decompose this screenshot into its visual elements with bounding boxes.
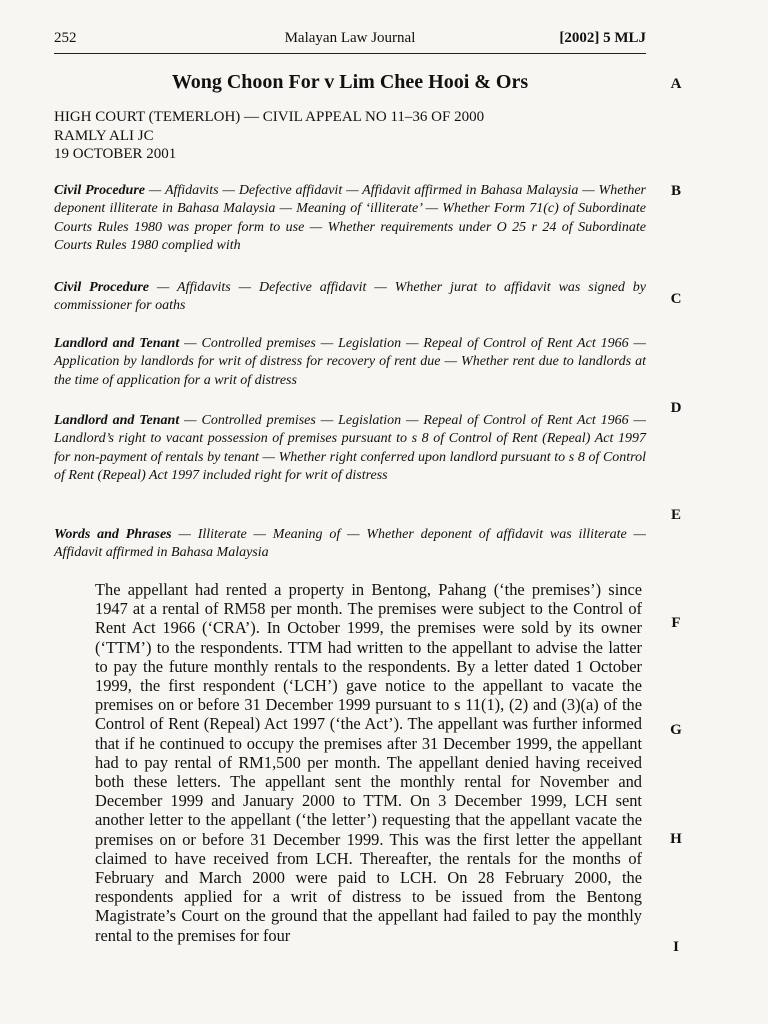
- running-header: [54, 30, 646, 52]
- margin-letter-e: E: [670, 507, 681, 523]
- margin-letter-f: F: [671, 615, 681, 631]
- catchword-lead: Civil Procedure: [54, 280, 150, 295]
- header-rule: [54, 53, 646, 54]
- catchword-4: [54, 412, 646, 485]
- catchword-lead: Landlord and Tenant: [54, 336, 180, 351]
- margin-letter-d: D: [670, 400, 682, 416]
- margin-letter-a: A: [670, 76, 682, 92]
- catchword-lead: Words and Phrases: [54, 527, 172, 542]
- catchword-5: [54, 526, 646, 563]
- judge-name: RAMLY ALI JC: [54, 127, 154, 144]
- catchword-1: [54, 182, 646, 255]
- journal-name: Malayan Law Journal: [284, 30, 416, 46]
- catchword-lead: Civil Procedure: [54, 183, 145, 198]
- catchword-text: — Affidavits — Defective affidavit — Whether jurat to affidavit was signed by commissioner for oaths: [54, 280, 646, 314]
- margin-letter-g: G: [670, 722, 682, 738]
- decision-date: 19 OCTOBER 2001: [54, 146, 177, 162]
- margin-letter-i: I: [673, 939, 679, 955]
- catchword-text: — Illiterate — Meaning of — Whether deponent of affidavit was illiterate — Affidavit affirmed in Bahasa Malaysia: [54, 527, 646, 561]
- margin-letter-c: C: [670, 291, 682, 307]
- margin-letter-b: B: [670, 183, 681, 199]
- catchword-text: — Controlled premises — Legislation — Repeal of Control of Rent Act 1966 — Landlord’s right to vacant possession of premises pursuant to s 8 of Control of Rent (Repeal) Act 1997 for non-payment of rentals by tenant — Whether right conferred upon landlord pursuant to s 8 of Control of Rent (Repeal) Act 1997 included right for writ of distress: [54, 413, 646, 483]
- margin-letter-h: H: [670, 831, 682, 847]
- court-details: [54, 108, 646, 164]
- court-line: HIGH COURT (TEMERLOH) — CIVIL APPEAL NO 11–36 OF 2000: [54, 109, 485, 125]
- catchword-text: — Affidavits — Defective affidavit — Affidavit affirmed in Bahasa Malaysia — Whether deponent illiterate in Bahasa Malaysia — Meaning of ‘illiterate’ — Whether Form 71(c) of Subordinate Courts Rules 1980 was proper form to use — Whether requirements under O 25 r 24 of Subordinate Courts Rules 1980 complied with: [54, 183, 646, 253]
- case-title: Wong Choon For v Lim Chee Hooi & Ors: [171, 71, 529, 93]
- catchword-lead: Landlord and Tenant: [54, 413, 180, 428]
- page-number: 252: [54, 30, 77, 46]
- catchword-2: [54, 279, 646, 316]
- headnote-body: The appellant had rented a property in Bentong, Pahang (‘the premises’) since 1947 at a rental of RM58 per month. The premises were subject to the Control of Rent Act 1966 (‘CRA’). In October 1999, the premises were sold by its owner (‘TTM’) to the respondents. TTM had written to the appellant to advise the latter to pay the future monthly rentals to the respondents. By a letter dated 1 October 1999, the first respondent (‘LCH’) gave notice to the appellant to vacate the premises on or before 31 December 1999 pursuant to s 11(1), (2) and (3)(a) of the Control of Rent (Repeal) Act 1997 (‘the Act’). The appellant was further informed that if he continued to occupy the premises after 31 December 1999, the appellant had to pay rental of RM1,500 per month. The appellant denied having received both these letters. The appellant sent the monthly rental for November and December 1999 and January 2000 to TTM. On 3 December 1999, LCH sent another letter to the appellant (‘the letter’) requesting that the appellant vacate the premises on or before 31 December 1999. This was the first letter the appellant claimed to have received from LCH. Thereafter, the rentals for the months of February and March 2000 were paid to LCH. On 28 February 2000, the respondents applied for a writ of distress to be issued from the Bentong Magistrate’s Court on the ground that the appellant had failed to pay the monthly rental to the premises for four: [95, 580, 642, 945]
- citation: [2002] 5 MLJ: [559, 30, 646, 46]
- catchword-3: [54, 335, 646, 390]
- catchword-text: — Controlled premises — Legislation — Repeal of Control of Rent Act 1966 — Application by landlords for writ of distress for recovery of rent due — Whether rent due to landlords at the time of application for a writ of distress: [54, 336, 646, 388]
